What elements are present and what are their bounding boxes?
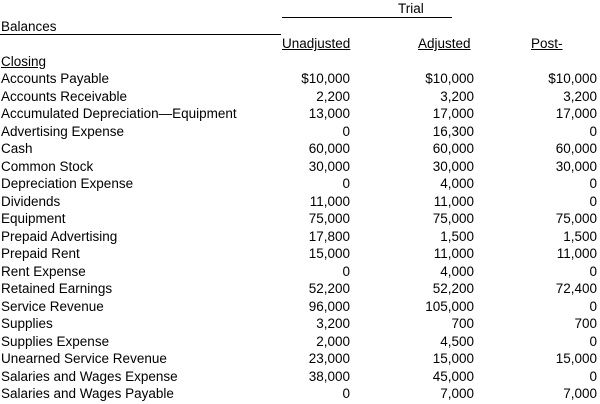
unadjusted-balance: 2,200: [316, 88, 350, 104]
account-name: Dividends: [1, 193, 61, 209]
unadjusted-balance: 2,000: [316, 333, 350, 349]
unadjusted-balance: $10,000: [301, 71, 350, 86]
table-row: [0, 264, 600, 282]
account-name: Common Stock: [1, 158, 94, 174]
post-closing-balance: $10,000: [548, 71, 597, 86]
post-closing-balance: 72,400: [555, 281, 597, 296]
unadjusted-balance: 60,000: [308, 141, 350, 156]
table-row: [0, 71, 600, 89]
balances-rule: [0, 34, 281, 35]
post-closing-balance: 0: [589, 368, 597, 384]
table-row: [0, 299, 600, 317]
unadjusted-balance: 17,800: [308, 228, 350, 244]
table-row: [0, 124, 600, 142]
post-closing-balance: 0: [589, 176, 597, 191]
adjusted-balance: 105,000: [425, 298, 474, 314]
unadjusted-balance: 0: [342, 176, 350, 191]
adjusted-balance: 15,000: [432, 351, 474, 366]
account-name: Salaries and Wages Expense: [1, 368, 178, 384]
unadjusted-balance: 3,200: [316, 316, 350, 331]
account-name: Service Revenue: [1, 298, 104, 314]
table-row: [0, 281, 600, 299]
post-closing-balance: 0: [589, 333, 597, 349]
adjusted-balance: 11,000: [433, 193, 474, 209]
table-row: [0, 106, 600, 124]
adjusted-balance: 30,000: [432, 158, 474, 174]
account-name: Advertising Expense: [1, 123, 125, 139]
account-name: Supplies Expense: [1, 333, 110, 349]
unadjusted-balance: 23,000: [308, 351, 350, 366]
unadjusted-balance: 38,000: [308, 368, 350, 384]
account-name: Supplies: [1, 316, 53, 331]
account-name: Cash: [1, 141, 33, 156]
unadjusted-balance: 52,200: [308, 281, 350, 296]
table-row: [0, 194, 600, 212]
adjusted-balance: $10,000: [425, 71, 474, 86]
post-closing-balance: 3,200: [563, 88, 597, 104]
table-row: [0, 316, 600, 334]
adjusted-balance: 4,500: [440, 333, 474, 349]
post-closing-balance: 30,000: [555, 158, 597, 174]
post-closing-balance: 60,000: [555, 141, 597, 156]
post-closing-balance: 7,000: [563, 386, 597, 401]
adjusted-balance: 45,000: [432, 368, 474, 384]
col-header-unadjusted: Unadjusted: [282, 36, 351, 51]
col-header-adjusted: Adjusted: [418, 36, 471, 51]
table-row: [0, 211, 600, 229]
table-row: [0, 159, 600, 177]
post-closing-balance: 0: [589, 193, 597, 209]
adjusted-balance: 4,000: [440, 176, 474, 191]
table-row: [0, 176, 600, 194]
account-name: Accounts Payable: [1, 71, 110, 86]
adjusted-balance: 3,200: [440, 88, 474, 104]
account-name: Accounts Receivable: [1, 88, 128, 104]
col-header-post: Post-: [531, 36, 563, 51]
post-closing-balance: 1,500: [563, 228, 597, 244]
account-name: Depreciation Expense: [1, 176, 134, 191]
post-closing-balance: 0: [589, 298, 597, 314]
post-closing-balance: 700: [574, 316, 597, 331]
account-name: Salaries and Wages Payable: [1, 386, 174, 401]
post-closing-balance: 15,000: [555, 351, 597, 366]
unadjusted-balance: 0: [342, 123, 350, 139]
unadjusted-balance: 0: [342, 386, 350, 401]
account-name: Retained Earnings: [1, 281, 113, 296]
post-closing-balance: 75,000: [555, 211, 597, 226]
account-name: Prepaid Advertising: [1, 228, 118, 244]
post-closing-balance: 17,000: [555, 106, 597, 121]
trial-title-rule: [282, 17, 452, 18]
post-closing-balance: 11,000: [556, 246, 597, 261]
unadjusted-balance: 30,000: [308, 158, 350, 174]
adjusted-balance: 11,000: [433, 246, 474, 261]
adjusted-balance: 7,000: [440, 386, 474, 401]
account-name: Equipment: [1, 211, 66, 226]
account-name: Rent Expense: [1, 263, 86, 279]
table-row: [0, 386, 600, 404]
table-row: [0, 89, 600, 107]
unadjusted-balance: 75,000: [308, 211, 350, 226]
table-row: [0, 246, 600, 264]
unadjusted-balance: 0: [342, 263, 350, 279]
adjusted-balance: 60,000: [432, 141, 474, 156]
unadjusted-balance: 13,000: [308, 106, 350, 121]
post-closing-balance: 0: [589, 263, 597, 279]
account-name: Unearned Service Revenue: [1, 351, 167, 366]
unadjusted-balance: 15,000: [308, 246, 350, 261]
balances-label: Balances: [1, 19, 57, 34]
adjusted-balance: 16,300: [432, 123, 474, 139]
table-row: [0, 369, 600, 387]
unadjusted-balance: 96,000: [308, 298, 350, 314]
table-row: [0, 351, 600, 369]
table-row: [0, 141, 600, 159]
adjusted-balance: 1,500: [440, 228, 474, 244]
adjusted-balance: 4,000: [440, 263, 474, 279]
account-name: Accumulated Depreciation—Equipment: [1, 106, 237, 121]
adjusted-balance: 700: [451, 316, 474, 331]
adjusted-balance: 75,000: [432, 211, 474, 226]
closing-label: Closing: [1, 54, 47, 69]
trial-title: Trial: [398, 1, 424, 16]
adjusted-balance: 17,000: [432, 106, 474, 121]
post-closing-balance: 0: [589, 123, 597, 139]
unadjusted-balance: 11,000: [309, 193, 350, 209]
table-row: [0, 229, 600, 247]
table-row: [0, 334, 600, 352]
account-name: Prepaid Rent: [1, 246, 80, 261]
adjusted-balance: 52,200: [432, 281, 474, 296]
